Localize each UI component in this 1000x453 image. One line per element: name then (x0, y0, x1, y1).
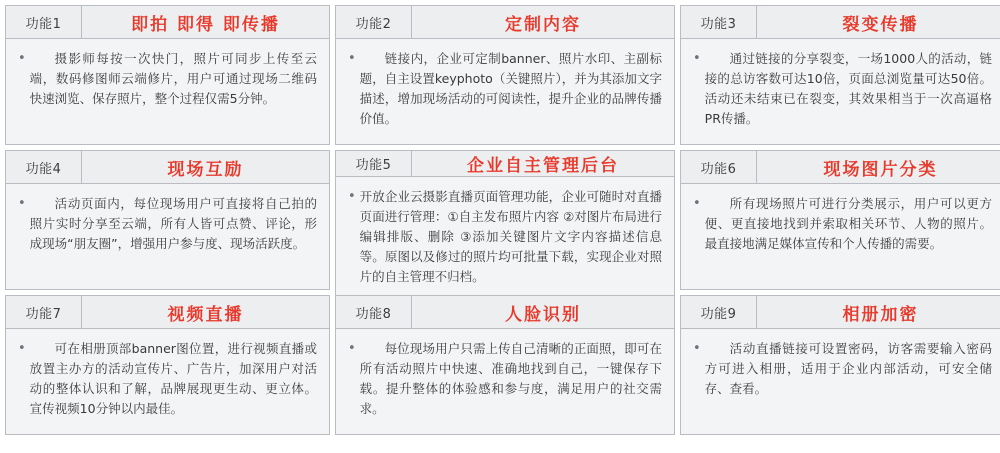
feature-index-label: 功能6 (681, 151, 757, 183)
feature-title: 相册加密 (842, 304, 919, 325)
feature-description: 活动直播链接可设置密码，访客需要输入密码方可进入相册，适用于企业内部活动，可安全储存、查看。 (704, 341, 992, 396)
feature-card-body (5, 39, 330, 145)
feature-index-label: 功能5 (336, 151, 412, 176)
bullet-icon: • (348, 341, 356, 356)
bullet-icon: • (18, 196, 26, 211)
feature-card (5, 150, 330, 290)
feature-card-body (335, 39, 675, 145)
feature-description: 活动页面内，每位现场用户可直接将自己拍的照片实时分享至云端，所有人皆可点赞、评论，形成现场“朋友圈”，增强用户参与度、现场活跃度。 (29, 196, 317, 251)
feature-card (680, 5, 1000, 145)
feature-index-label: 功能9 (681, 296, 757, 328)
bullet-icon: • (348, 189, 356, 204)
feature-card (335, 295, 675, 435)
feature-description: 通过链接的分享裂变，一场1000人的活动，链接的总访客数可达10倍，页面总浏览量可达50倍。活动还未结束已在裂变，其效果相当于一次高逼格PR传播。 (704, 51, 992, 126)
feature-title: 现场互励 (167, 159, 244, 180)
feature-card-header (5, 5, 330, 39)
feature-card (5, 5, 330, 145)
feature-description: 可在相册顶部banner图位置，进行视频直播或放置主办方的活动宣传片、广告片，加深用户对活动的整体认识和了解，品牌展现更生动、更立体。宣传视频10分钟以内最佳。 (29, 341, 317, 416)
feature-description: 链接内，企业可定制banner、照片水印、主副标题，自主设置keyphoto（关键照片），并为其添加文字描述，增加现场活动的可阅读性，提升企业的品牌传播价值。 (359, 51, 662, 126)
feature-card (680, 150, 1000, 290)
feature-title: 视频直播 (167, 304, 244, 325)
feature-description: 所有现场照片可进行分类展示，用户可以更方便、更直接地找到并索取相关环节、人物的照片。最直接地满足媒体宣传和个人传播的需要。 (704, 196, 992, 251)
feature-index-label: 功能1 (6, 6, 82, 38)
feature-card-header (680, 5, 1000, 39)
feature-index-label: 功能7 (6, 296, 82, 328)
feature-index-label: 功能2 (336, 6, 412, 38)
feature-description: 摄影师每按一次快门，照片可同步上传至云端，数码修图师云端修片，用户可通过现场二维码快速浏览、保存照片，整个过程仅需5分钟。 (29, 51, 317, 106)
feature-card-header (680, 295, 1000, 329)
feature-card-header (335, 5, 675, 39)
feature-title: 现场图片分类 (823, 159, 938, 180)
feature-card-body (5, 184, 330, 290)
feature-description: 开放企业云摄影直播页面管理功能，企业可随时对直播页面进行管理：①自主发布照片内容 ②对图片布局进行编辑排版、删除 ③添加关键图片文字内容描述信息等。原图以及修过的照片均可批量下载，实现企业对照片的自主管理不归档。 (359, 189, 662, 284)
feature-card (5, 295, 330, 435)
feature-description: 每位现场用户只需上传自己清晰的正面照，即可在所有活动照片中快速、准确地找到自己，一键保存下载。提升整体的体验感和参与度，满足用户的社交需求。 (359, 341, 662, 416)
feature-card (680, 295, 1000, 435)
bullet-icon: • (693, 341, 701, 356)
feature-title: 定制内容 (505, 14, 581, 35)
feature-card-body (5, 329, 330, 435)
feature-title: 即拍 即得 即传播 (131, 14, 280, 35)
bullet-icon: • (18, 51, 26, 66)
feature-card-header (335, 295, 675, 329)
feature-card-header (5, 295, 330, 329)
bullet-icon: • (18, 341, 26, 356)
feature-index-label: 功能4 (6, 151, 82, 183)
bullet-icon: • (693, 51, 701, 66)
feature-title: 裂变传播 (842, 14, 919, 35)
feature-index-label: 功能8 (336, 296, 412, 328)
bullet-icon: • (348, 51, 356, 66)
feature-card-header (335, 150, 675, 177)
feature-card-body (680, 184, 1000, 290)
bullet-icon: • (693, 196, 701, 211)
feature-card-header (680, 150, 1000, 184)
feature-card (335, 150, 675, 290)
feature-card-body (335, 329, 675, 435)
feature-card-body (680, 39, 1000, 145)
feature-title: 人脸识别 (505, 304, 581, 325)
feature-title: 企业自主管理后台 (467, 156, 619, 176)
feature-card-body (335, 177, 675, 296)
feature-index-label: 功能3 (681, 6, 757, 38)
feature-card-body (680, 329, 1000, 435)
feature-card (335, 5, 675, 145)
feature-card-header (5, 150, 330, 184)
